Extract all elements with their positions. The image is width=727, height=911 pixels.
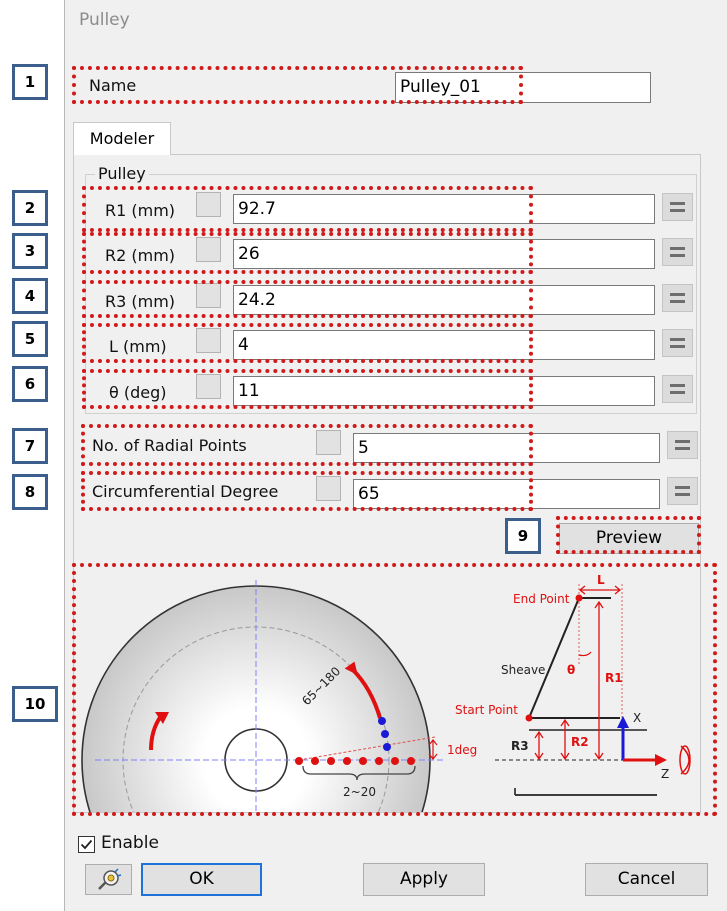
help-wand-icon [94, 867, 124, 893]
equation-button-r2[interactable] [662, 238, 693, 266]
annotation-box-9 [556, 516, 701, 554]
callout-badge-7: 7 [12, 428, 48, 464]
theta-label: θ [567, 663, 576, 677]
callout-badge-4: 4 [12, 278, 48, 314]
name-label: Name [89, 76, 137, 95]
x-axis-label: X [633, 711, 642, 725]
name-input[interactable]: Pulley_01 [395, 72, 651, 103]
field-label-r2: R2 (mm) [105, 246, 176, 265]
callout-badge-3: 3 [12, 233, 48, 269]
field-input-r1[interactable]: 92.7 [233, 194, 655, 224]
checkmark-icon [79, 837, 94, 852]
callout-badge-5: 5 [12, 321, 48, 357]
field-label-r1: R1 (mm) [105, 201, 176, 220]
field-input-r3[interactable]: 24.2 [233, 285, 655, 315]
radial-range-label: 2~20 [343, 785, 376, 799]
help-button[interactable] [85, 864, 132, 895]
field-input-l[interactable]: 4 [233, 330, 655, 360]
equation-button-l[interactable] [662, 329, 693, 357]
annotation-box-3 [82, 232, 533, 274]
cancel-button[interactable]: Cancel [585, 863, 708, 896]
callout-badge-10: 10 [12, 686, 58, 722]
r1-label: R1 [605, 671, 623, 685]
tab-modeler[interactable]: Modeler [73, 122, 171, 155]
radial-points-input[interactable]: 5 [353, 433, 660, 463]
z-axis-label: Z [661, 767, 670, 781]
annotation-box-6 [82, 369, 533, 409]
dialog-title: Pulley [79, 10, 130, 30]
equation-button-r3[interactable] [662, 284, 693, 312]
callout-badge-6: 6 [12, 366, 48, 402]
r2-label: R2 [571, 735, 589, 749]
start-point-label: Start Point [455, 703, 518, 717]
end-point-label: End Point [513, 592, 570, 606]
equation-button-circumferential-degree[interactable] [667, 477, 698, 505]
r3-label: R3 [511, 739, 529, 753]
field-label-l: L (mm) [109, 337, 167, 356]
circumferential-degree-input[interactable]: 65 [353, 479, 660, 509]
l-label: L [597, 573, 605, 587]
callout-badge-8: 8 [12, 474, 48, 510]
preview-button[interactable]: Preview [559, 523, 699, 554]
annotation-box-4 [82, 280, 533, 318]
callout-badge-9: 9 [505, 518, 541, 554]
radial-points-label: No. of Radial Points [92, 436, 247, 455]
annotation-box-10 [72, 563, 717, 816]
annotation-box-2 [82, 186, 533, 232]
pulley-group-title: Pulley [95, 164, 149, 183]
annotation-box-5 [82, 323, 533, 363]
enable-checkbox[interactable] [78, 836, 95, 853]
ok-button[interactable]: OK [141, 863, 262, 896]
equation-button-theta[interactable] [662, 375, 693, 403]
deg-range-label: 65~180 [299, 664, 344, 709]
callout-badge-2: 2 [12, 190, 48, 226]
equation-button-r1[interactable] [662, 193, 693, 221]
annotation-box-7 [81, 424, 533, 466]
annotation-box-1 [72, 66, 523, 104]
callout-badge-1: 1 [12, 64, 48, 100]
apply-button[interactable]: Apply [363, 863, 485, 896]
sheave-label: Sheave [501, 663, 546, 677]
enable-label: Enable [101, 833, 159, 853]
annotation-box-8 [81, 471, 533, 511]
circumferential-degree-label: Circumferential Degree [92, 482, 279, 501]
equation-button-radial-points[interactable] [667, 431, 698, 459]
field-input-r2[interactable]: 26 [233, 239, 655, 269]
field-label-theta: θ (deg) [109, 383, 167, 402]
one-degree-label: 1deg [447, 743, 478, 757]
field-label-r3: R3 (mm) [105, 292, 176, 311]
field-input-theta[interactable]: 11 [233, 376, 655, 406]
